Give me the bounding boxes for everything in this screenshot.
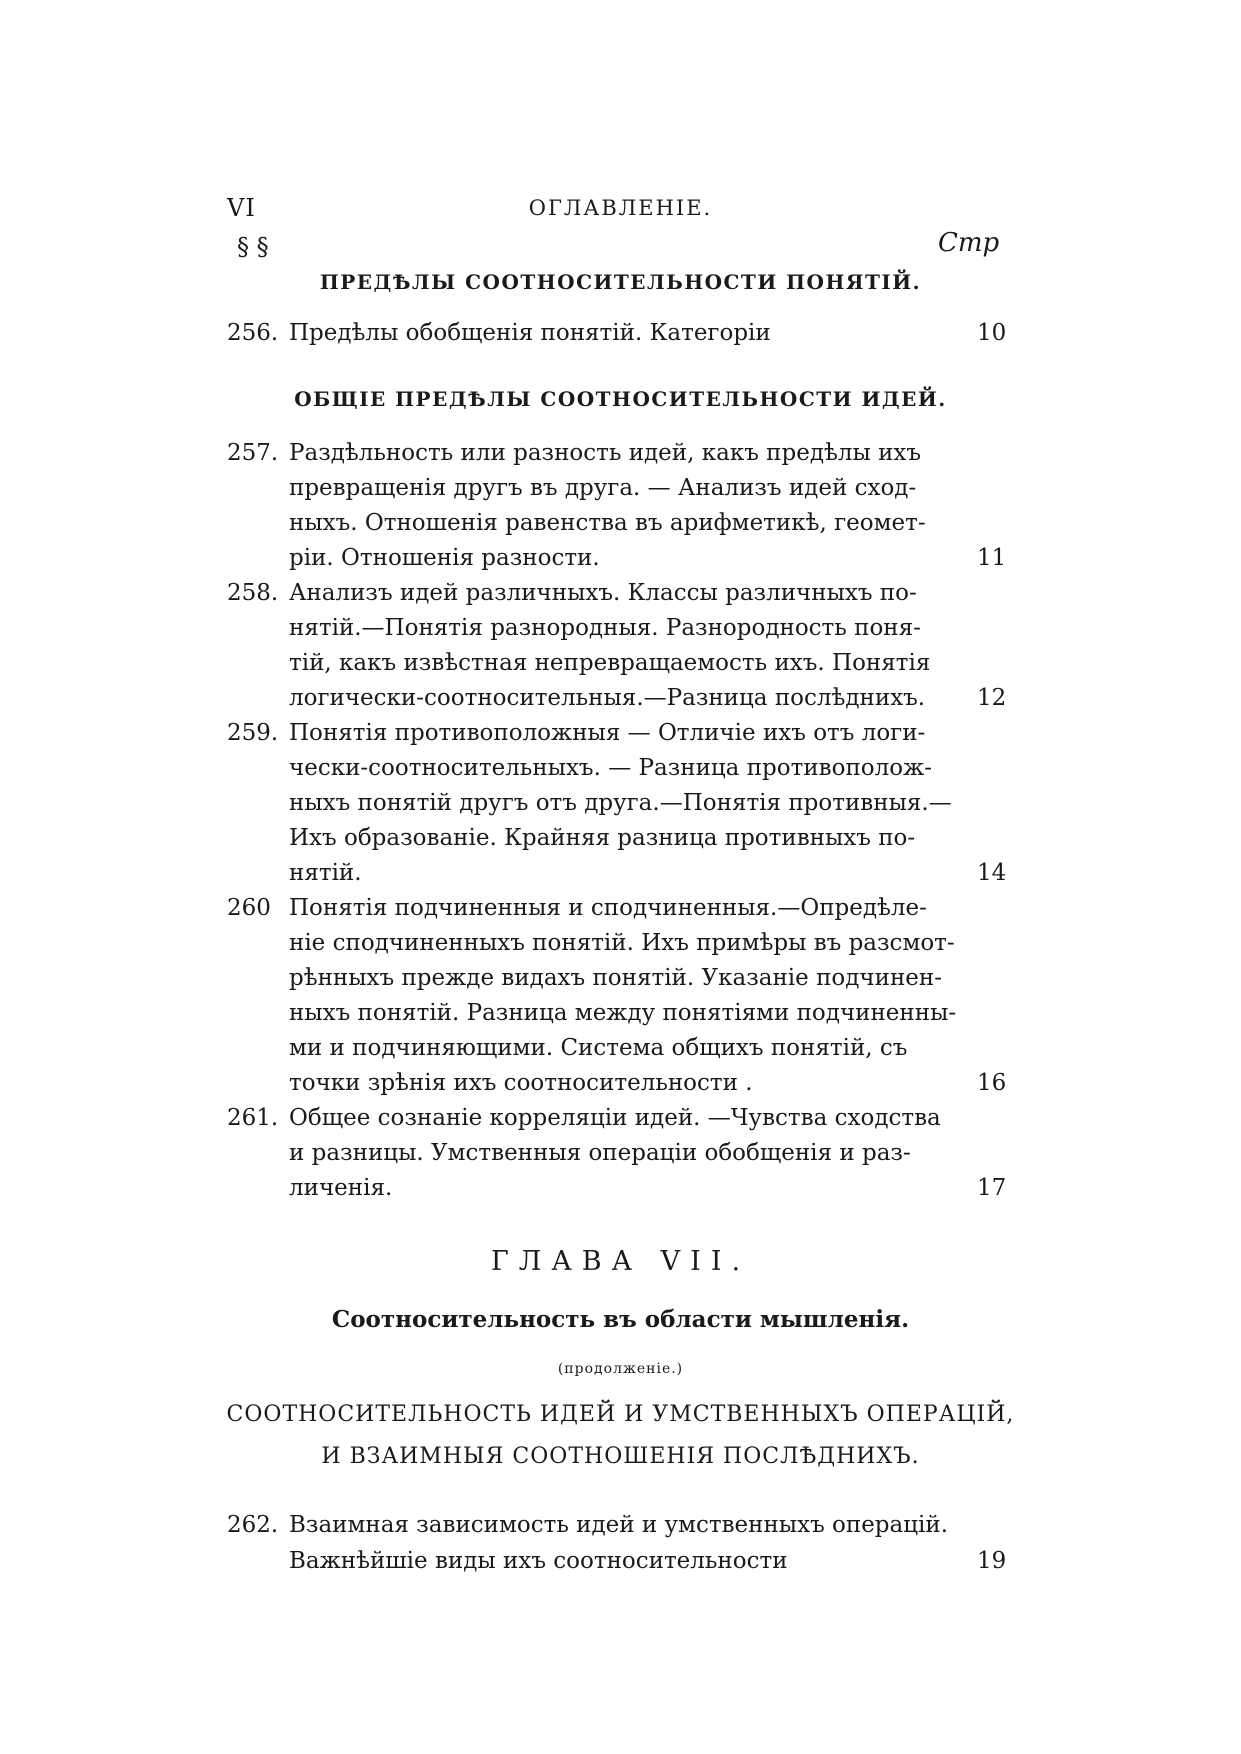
entry-number: 257. — [227, 440, 279, 466]
entry-number: 259. — [227, 720, 279, 746]
entry-line: тій, какъ извѣстная непревращаемость ихъ. Понятія — [289, 650, 931, 676]
entry-page: 11 — [977, 545, 1007, 571]
entry-page: 19 — [977, 1548, 1007, 1574]
entry-page: 14 — [977, 860, 1007, 886]
chapter-title: Соотносительность въ области мышленія. — [331, 1306, 910, 1333]
chapter-section-heading: И ВЗАИМНЫЯ СООТНОШЕНІЯ ПОСЛѢДНИХЪ. — [321, 1444, 920, 1469]
chapter-continuation: (продолженіе.) — [557, 1361, 684, 1377]
entry-line: ныхъ понятій другъ отъ друга.—Понятія противныя.— — [289, 790, 952, 816]
entry-line: Общее сознаніе корреляціи идей. —Чувства сходства — [289, 1105, 941, 1131]
entry-line: и разницы. Умственныя операціи обобщенія и раз- — [289, 1140, 911, 1166]
entry-line: логически-соотносительныя.—Разница послѣднихъ. — [289, 685, 926, 711]
entry-line: ми и подчиняющими. Система общихъ понятій, съ — [289, 1035, 908, 1061]
entry-line: превращенія другъ въ друга. — Анализъ идей сход- — [289, 475, 917, 501]
section-heading: ПРЕДѢЛЫ СООТНОСИТЕЛЬНОСТИ ПОНЯТІЙ. — [319, 270, 922, 294]
entry-line: Важнѣйшіе виды ихъ соотносительности — [289, 1548, 788, 1574]
chapter-section-heading: СООТНОСИТЕЛЬНОСТЬ ИДЕЙ И УМСТВЕННЫХЪ ОПЕРАЦІЙ, — [226, 1402, 1015, 1427]
page-column-label: Стр — [938, 228, 1000, 258]
entry-number: 262. — [227, 1512, 279, 1538]
entry-line: нятій.—Понятія разнородныя. Разнородность поня- — [289, 615, 921, 641]
chapter-label: ГЛАВА VII. — [490, 1246, 751, 1277]
entry-line: Взаимная зависимость идей и умственныхъ операцій. — [289, 1512, 949, 1538]
entry-page: 16 — [977, 1070, 1007, 1096]
entry-line: чески-соотносительныхъ. — Разница противополож- — [289, 755, 933, 781]
entry-line: ріи. Отношенія разности. — [289, 545, 600, 571]
entry-line: личенія. — [289, 1175, 393, 1201]
entry-line: нятій. — [289, 860, 362, 886]
entry-page: 10 — [977, 320, 1007, 346]
entry-line: Анализъ идей различныхъ. Классы различныхъ по- — [289, 580, 917, 606]
entry-page: 12 — [977, 685, 1007, 711]
page-number: VI — [227, 194, 256, 222]
entry-line: рѣнныхъ прежде видахъ понятій. Указаніе подчинен- — [289, 965, 942, 991]
entry-line: Раздѣльность или разность идей, какъ предѣлы ихъ — [289, 440, 922, 466]
entry-line: ныхъ. Отношенія равенства въ арифметикѣ, геомет- — [289, 510, 926, 536]
entry-number: 260 — [227, 895, 271, 921]
entry-page: 17 — [977, 1175, 1007, 1201]
entry-number: 256. — [227, 320, 279, 346]
entry-line: Ихъ образованіе. Крайняя разница противныхъ по- — [289, 825, 916, 851]
entry-line: Понятія подчиненныя и сподчиненныя.—Опредѣле- — [289, 895, 927, 921]
entry-line: Понятія противоположныя — Отличіе ихъ отъ логи- — [289, 720, 926, 746]
running-title: ОГЛАВЛЕНІЕ. — [528, 196, 713, 220]
section-heading: ОБЩІЕ ПРЕДѢЛЫ СООТНОСИТЕЛЬНОСТИ ИДЕЙ. — [294, 387, 947, 411]
entry-number: 258. — [227, 580, 279, 606]
entry-line: ніе сподчиненныхъ понятій. Ихъ примѣры въ разсмот- — [289, 930, 955, 956]
entry-line: Предѣлы обобщенія понятій. Категоріи — [289, 320, 771, 346]
section-mark: § § — [237, 233, 269, 261]
entry-line: ныхъ понятій. Разница между понятіями подчиненны- — [289, 1000, 957, 1026]
entry-number: 261. — [227, 1105, 279, 1131]
entry-line: точки зрѣнія ихъ соотносительности . — [289, 1070, 753, 1096]
